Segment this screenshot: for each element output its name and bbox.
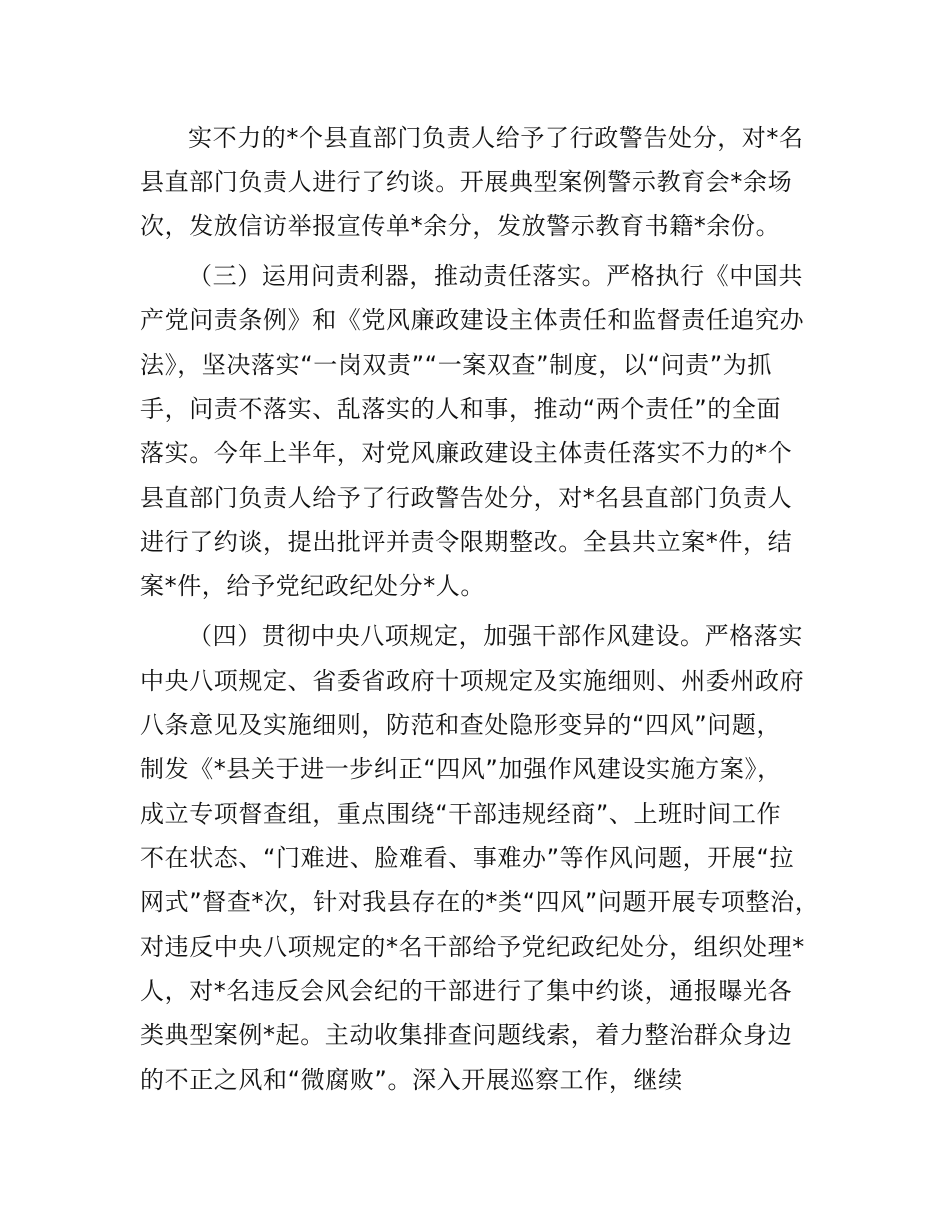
paragraph-line: 网式”督查*次，针对我县存在的*类“四风”问题开展专项整治， (140, 888, 820, 916)
paragraph-line: 的不正之风和“微腐败”。深入开展巡察工作，继续 (140, 1066, 683, 1094)
paragraph-line: 案*件，给予党纪政纪处分*人。 (140, 572, 485, 600)
paragraph-line: （四）贯彻中央八项规定，加强干部作风建设。严格落实 (188, 622, 803, 650)
paragraph-line: 落实。今年上半年，对党风廉政建设主体责任落实不力的*个 (140, 439, 793, 467)
paragraph-line: 人，对*名违反会风会纪的干部进行了集中约谈，通报曝光各 (140, 977, 793, 1005)
paragraph-line: 手，问责不落实、乱落实的人和事，推动“两个责任”的全面 (140, 395, 782, 423)
paragraph-line: 成立专项督查组，重点围绕“干部违规经商”、上班时间工作 (140, 800, 782, 828)
paragraph-line: 法》，坚决落实“一岗双责”“一案双查”制度，以“问责”为抓 (140, 351, 772, 379)
paragraph-line: 次，发放信访举报宣传单*余分，发放警示教育书籍*余份。 (140, 212, 781, 240)
paragraph-line: 不在状态、“门难进、脸难看、事难办”等作风问题，开展“拉 (140, 844, 795, 872)
paragraph-line: （三）运用问责利器，推动责任落实。严格执行《中国共 (188, 262, 803, 290)
paragraph-line: 县直部门负责人进行了约谈。开展典型案例警示教育会*余场 (140, 168, 793, 196)
paragraph-line: 类典型案例*起。主动收集排查问题线索，着力整治群众身边 (140, 1021, 793, 1049)
paragraph-line: 进行了约谈，提出批评并责令限期整改。全县共立案*件，结 (140, 528, 793, 556)
paragraph-line: 八条意见及实施细则，防范和查处隐形变异的“四风”问题， (140, 711, 782, 739)
paragraph-line: 中央八项规定、省委省政府十项规定及实施细则、州委州政府 (140, 667, 805, 695)
paragraph-line: 产党问责条例》和《党风廉政建设主体责任和监督责任追究办 (140, 306, 805, 334)
paragraph-line: 实不力的*个县直部门负责人给予了行政警告处分，对*名 (188, 124, 804, 152)
paragraph-line: 制发《*县关于进一步纠正“四风”加强作风建设实施方案》， (140, 755, 782, 783)
paragraph-line: 对违反中央八项规定的*名干部给予党纪政纪处分，组织处理* (140, 933, 805, 961)
paragraph-line: 县直部门负责人给予了行政警告处分，对*名县直部门负责人 (140, 484, 793, 512)
